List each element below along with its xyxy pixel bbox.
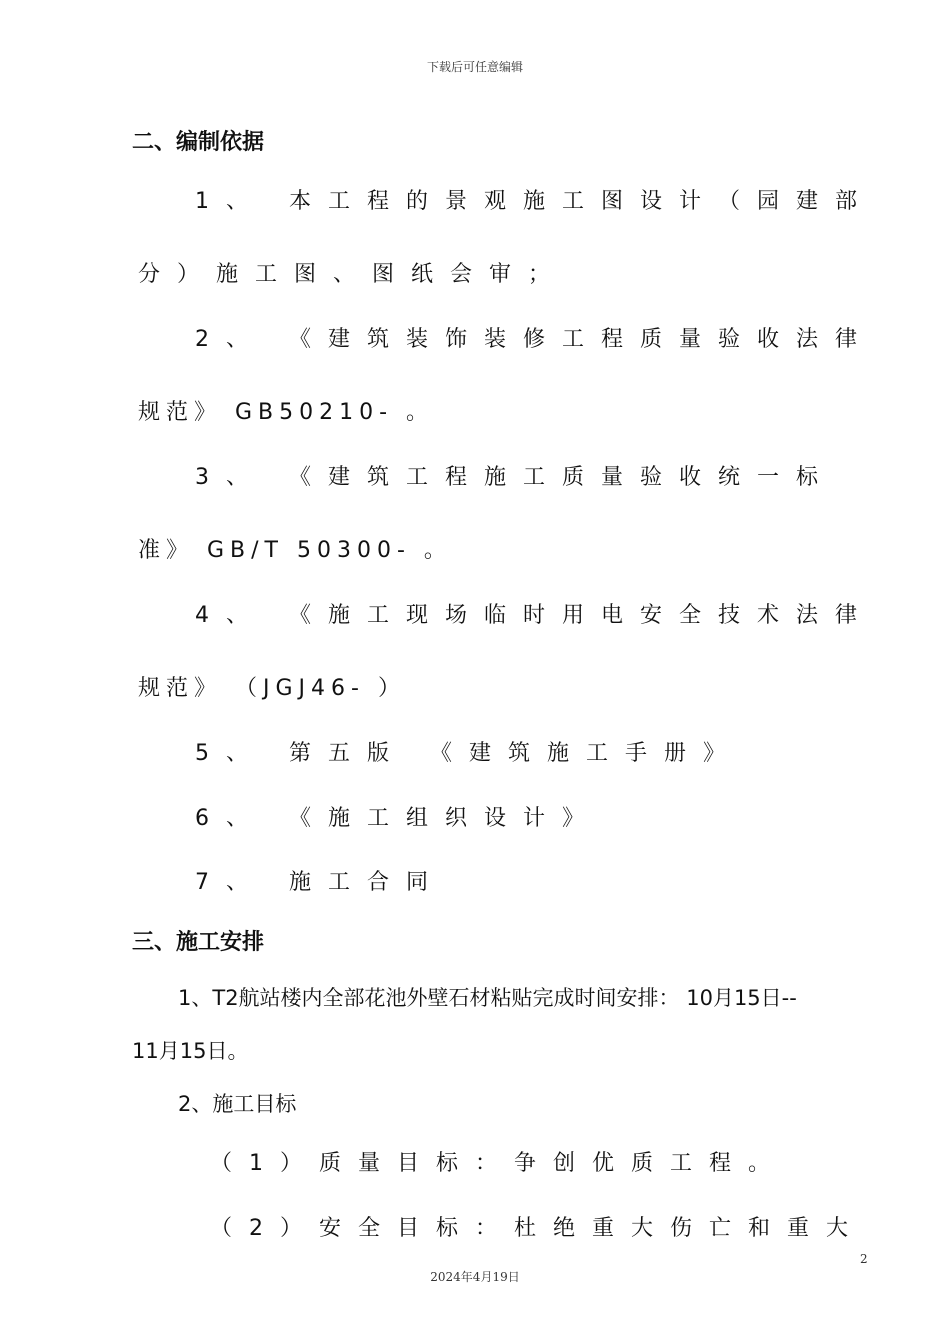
schedule-para-1-line-2: 11月15日。 xyxy=(132,1039,249,1063)
schedule-para-1-line-1: 1、T2航站楼内全部花池外壁石材粘贴完成时间安排： 10月15日-- xyxy=(178,986,797,1010)
page-header: 下载后可任意编辑 xyxy=(426,60,523,74)
page-number: 2 xyxy=(860,1252,868,1266)
section-heading-schedule: 三、施工安排 xyxy=(132,930,265,955)
basis-item-2-line-1: 2、 《建筑装饰装修工程质量验收法律 xyxy=(195,327,874,352)
goal-safety: （2）安全目标：杜绝重大伤亡和重大 xyxy=(210,1216,865,1241)
section-heading-basis: 二、编制依据 xyxy=(132,130,265,155)
page-footer-date: 2024年4月19日 xyxy=(430,1270,520,1284)
basis-item-4-line-2: 规范》 （JGJ46- ） xyxy=(138,676,406,701)
basis-item-1-line-2: 分）施工图、图纸会审； xyxy=(138,262,568,287)
schedule-para-2: 2、施工目标 xyxy=(178,1092,297,1116)
basis-item-5: 5、 第五版 《建筑施工手册》 xyxy=(195,741,742,766)
basis-item-4-line-1: 4、 《施工现场临时用电安全技术法律 xyxy=(195,603,874,628)
basis-item-2-line-2: 规范》 GB50210- 。 xyxy=(138,400,435,425)
basis-item-6: 6、 《施工组织设计》 xyxy=(195,806,601,831)
basis-item-3-line-2: 准》 GB/T 50300- 。 xyxy=(138,538,452,563)
basis-item-1-line-1: 1、 本工程的景观施工图设计（园建部 xyxy=(195,189,874,214)
basis-item-3-line-1: 3、 《建筑工程施工质量验收统一标 xyxy=(195,465,835,490)
basis-item-7: 7、 施工合同 xyxy=(195,870,445,895)
goal-quality: （1）质量目标：争创优质工程。 xyxy=(210,1151,787,1176)
